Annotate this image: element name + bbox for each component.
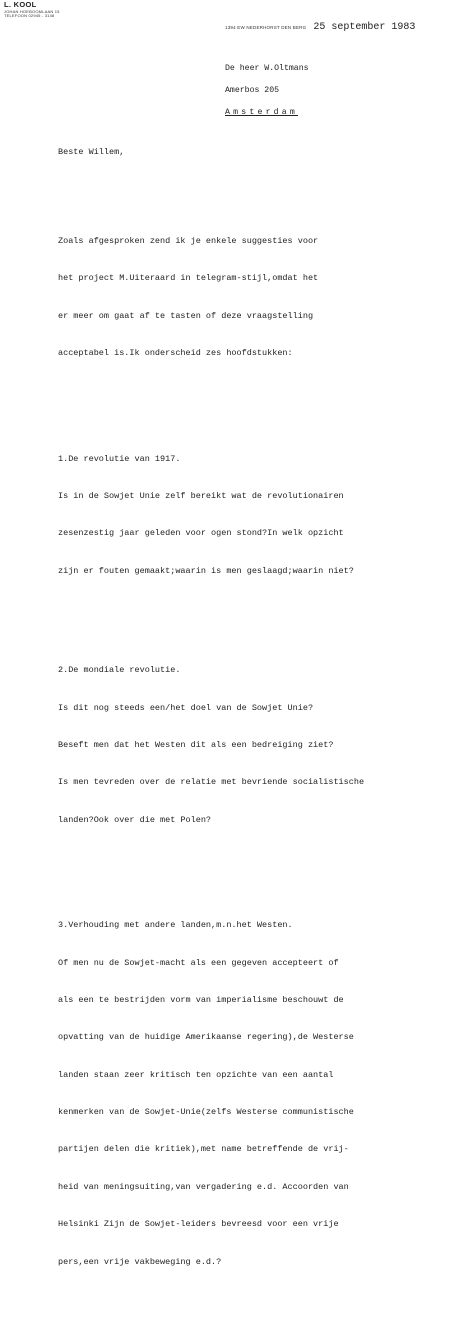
section-relations-west [58, 894, 364, 1293]
intro-line: acceptabel is.Ik onderscheid zes hoofdstukken: [58, 347, 293, 358]
addressee-city: Amsterdam [225, 108, 299, 117]
sender-name: L. KOOL [4, 0, 37, 9]
intro-line: het project M.Uiteraard in telegram-stijl,omdat het [58, 273, 319, 284]
section-line: landen?Ook over die met Polen? [58, 814, 212, 825]
section-line: als een te bestrijden vorm van imperialisme beschouwt de [58, 995, 344, 1005]
section-line: Of men nu de Sowjet-macht als een gegeven accepteert of [58, 957, 339, 968]
intro-line: Zoals afgesproken zend ik je enkele suggesties voor [58, 235, 319, 246]
section-line: heid van meningsuiting,van vergadering e.d. Accoorden van [58, 1181, 349, 1192]
sender-place: 1394 EW NEDERHORST DEN BERG [225, 24, 307, 30]
sender-address: JOHAN HOEBOOMLAAN 15 [4, 8, 60, 14]
place-date-line [225, 18, 415, 36]
letterhead [4, 1, 60, 19]
section-line: kenmerken van de Sowjet-Unie(zelfs Westerse communistische [58, 1107, 354, 1118]
section-world-revolution [58, 639, 364, 851]
salutation: Beste Willem, [58, 147, 125, 157]
section-line: opvatting van de huidige Amerikaanse regering),de Westerse [58, 1032, 354, 1043]
letter-body [58, 185, 364, 1318]
section-line: partijen delen die kritiek),met name betreffende de vrij- [58, 1144, 349, 1155]
letter-date: 25 september 1983 [313, 21, 416, 33]
addressee-name: De heer W.Oltmans [225, 64, 309, 73]
section-line: Is dit nog steeds een/het doel van de Sowjet Unie? [58, 702, 314, 713]
section-line: Beseft men dat het Westen dit als een bedreiging ziet? [58, 739, 334, 750]
section-line: landen staan zeer kritisch ten opzichte van een aantal [58, 1069, 334, 1080]
sender-telephone: TELEFOON 02945 - 3148 [4, 13, 55, 19]
section-heading: 3.Verhouding met andere landen,m.n.het Westen. [58, 920, 293, 931]
section-line: Is men tevreden over de relatie met bevriende socialistische [58, 777, 365, 788]
section-line: Helsinki Zijn de Sowjet-leiders bevreesd voor een vrije [58, 1219, 339, 1230]
addressee-street: Amerbos 205 [225, 86, 280, 95]
section-heading: 2.De mondiale revolutie. [58, 665, 181, 676]
section-line: Is in de Sowjet Unie zelf bereikt wat de revolutionairen [58, 490, 344, 501]
section-revolution-1917 [58, 428, 364, 602]
intro-paragraph [58, 210, 364, 384]
section-line: pers,een vrije vakbeweging e.d.? [58, 1256, 222, 1267]
section-line: zijn er fouten gemaakt;waarin is men geslaagd;waarin niet? [58, 565, 354, 576]
section-heading: 1.De revolutie van 1917. [58, 453, 181, 464]
addressee-block [225, 58, 309, 124]
section-line: zesenzestig jaar geleden voor ogen stond?In welk opzicht [58, 528, 344, 539]
intro-line: er meer om gaat af te tasten of deze vraagstelling [58, 310, 314, 321]
